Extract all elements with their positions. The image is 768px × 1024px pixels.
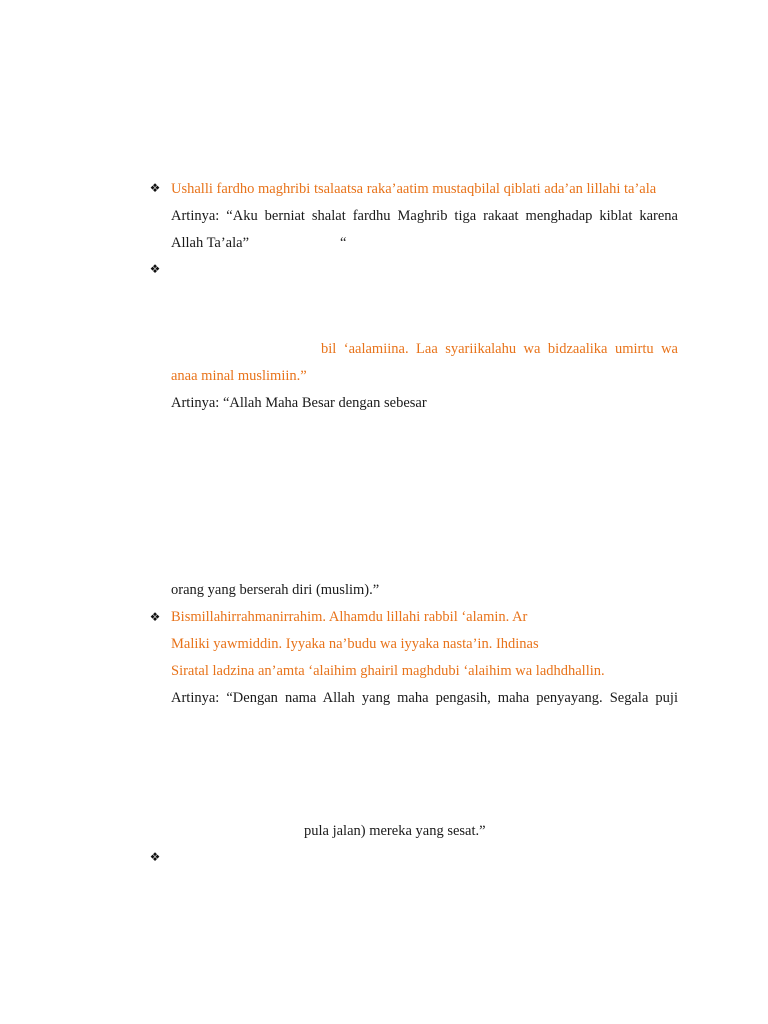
iftitah-translation-end: orang yang berserah diri (muslim).” bbox=[171, 582, 380, 598]
fatihah-latin-line-2: Maliki yawmiddin. Iyyaka na’budu wa iyyaka nasta’in. Ihdinas bbox=[171, 636, 539, 652]
niat-translation-line-1: Artinya: “Aku berniat shalat fardhu Maghrib tiga rakaat menghadap kiblat karena bbox=[171, 208, 678, 224]
iftitah-translation-line-1: Artinya: “Allah Maha Besar dengan sebesar bbox=[171, 395, 427, 411]
fatihah-latin-line-3: Siratal ladzina an’amta ‘alaihim ghairil maghdubi ‘alaihim wa ladhdhallin. bbox=[171, 663, 605, 679]
niat-translation-line-2: Allah Ta’ala” bbox=[171, 235, 250, 251]
iftitah-latin-line-2: anaa minal muslimiin.” bbox=[171, 368, 307, 384]
niat-latin-line: Ushalli fardho maghribi tsalaatsa raka’aatim mustaqbilal qiblati ada’an lillahi ta’ala bbox=[171, 181, 657, 197]
diamond-bullet-icon: ❖ bbox=[149, 610, 161, 624]
fatihah-translation-line-1: Artinya: “Dengan nama Allah yang maha pengasih, maha penyayang. Segala puji bbox=[171, 690, 678, 706]
fatihah-translation-end: pula jalan) mereka yang sesat.” bbox=[304, 823, 486, 839]
diamond-bullet-icon: ❖ bbox=[149, 262, 161, 276]
fatihah-latin-line-1: Bismillahirrahmanirrahim. Alhamdu lillahi rabbil ‘alamin. Ar bbox=[171, 609, 528, 625]
diamond-bullet-icon: ❖ bbox=[149, 181, 161, 195]
stray-quote-mark: “ bbox=[340, 235, 347, 251]
diamond-bullet-icon: ❖ bbox=[149, 850, 161, 864]
iftitah-latin-line-1: bil ‘aalamiina. Laa syariikalahu wa bidzaalika umirtu wa bbox=[321, 341, 678, 357]
